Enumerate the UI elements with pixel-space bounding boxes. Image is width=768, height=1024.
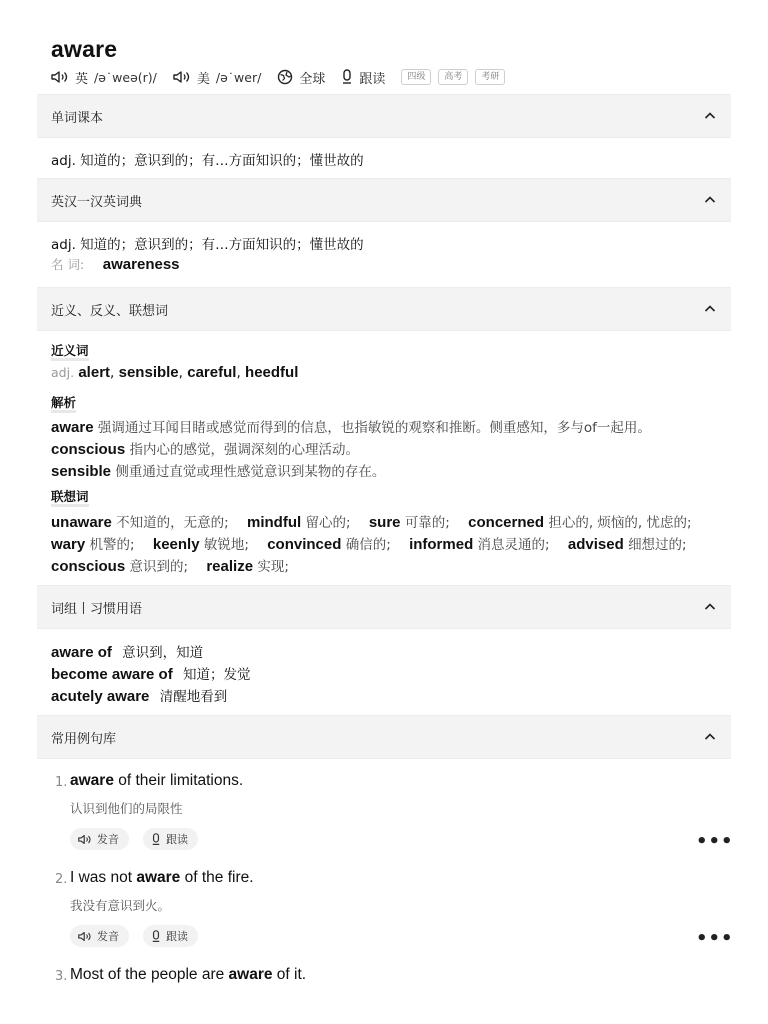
us-label: 美 <box>196 71 210 87</box>
assoc-meaning: 确信的; <box>345 537 391 553</box>
example-keyword: aware <box>228 966 273 983</box>
follow-read-button[interactable] <box>341 68 385 87</box>
phrase-meaning: 意识到，知道 <box>122 645 204 661</box>
noun-form-row <box>51 255 180 273</box>
pill-label: 跟读 <box>166 930 188 943</box>
chevron-up-icon <box>703 600 717 614</box>
synonym-link[interactable]: careful <box>187 364 237 381</box>
assoc-word[interactable]: sure <box>368 514 401 531</box>
assoc-word[interactable]: informed <box>409 536 474 553</box>
assoc-meaning: 机警的; <box>89 537 135 553</box>
assoc-word[interactable]: unaware <box>51 514 112 531</box>
assoc-meaning: 实现; <box>257 559 289 575</box>
example-translation: 认识到他们的局限性 <box>70 801 183 816</box>
ec-definition: adj. 知道的；意识到的；有…方面知识的；懂世故的 <box>51 237 364 253</box>
analysis-row <box>51 460 385 480</box>
speaker-icon <box>173 70 191 84</box>
example-sentence: Most of the people are aware of it. <box>70 966 307 983</box>
follow-label: 跟读 <box>359 71 386 87</box>
section-header-textbook[interactable] <box>37 94 731 138</box>
globe-icon <box>277 69 293 85</box>
tag-cet4: 四级 <box>401 69 431 85</box>
section-header-synonyms[interactable] <box>37 287 731 331</box>
speaker-icon <box>51 70 69 84</box>
example-keyword: aware <box>70 772 114 789</box>
example-pronounce-button[interactable] <box>70 925 129 947</box>
assoc-meaning: 意识到的; <box>129 559 189 575</box>
uk-label: 英 <box>75 71 89 87</box>
noun-label: 名 词: <box>51 257 85 272</box>
phrase-link[interactable]: acutely aware <box>51 688 150 705</box>
section-title: 单词课本 <box>51 110 104 126</box>
assoc-meaning: 留心的; <box>305 515 351 531</box>
assoc-word[interactable]: advised <box>567 536 624 553</box>
assoc-meaning: 担心的, 烦恼的, 忧虑的; <box>548 515 692 531</box>
synonym-link[interactable]: alert <box>78 364 111 381</box>
microphone-icon <box>341 69 353 85</box>
assoc-meaning: 敏锐地; <box>203 537 249 553</box>
synonym-link[interactable]: sensible <box>118 364 179 381</box>
us-pronunciation-button[interactable] <box>173 68 261 87</box>
synonym-link[interactable]: heedful <box>245 364 299 381</box>
phrase-row <box>51 641 203 661</box>
chevron-up-icon <box>703 302 717 316</box>
analysis-word[interactable]: aware <box>51 419 94 436</box>
noun-word-link[interactable]: awareness <box>102 256 180 273</box>
associations-heading: 联想词 <box>51 489 89 507</box>
section-title: 常用例句库 <box>51 731 117 747</box>
pill-label: 发音 <box>97 833 119 846</box>
headword: aware <box>51 36 118 62</box>
assoc-word[interactable]: keenly <box>152 536 200 553</box>
example-translation: 我没有意识到火。 <box>70 898 171 913</box>
assoc-meaning: 消息灵通的; <box>477 537 550 553</box>
phrase-meaning: 清醒地看到 <box>159 689 228 705</box>
pill-label: 发音 <box>97 930 119 943</box>
example-follow-button[interactable] <box>143 828 198 850</box>
assoc-meaning: 不知道的，无意的; <box>116 515 229 531</box>
more-options-icon[interactable]: ••• <box>696 831 734 852</box>
phrase-meaning: 知道；发觉 <box>183 667 251 683</box>
example-number: 2. <box>55 872 68 887</box>
assoc-word[interactable]: wary <box>51 536 86 553</box>
analysis-text: 强调通过耳闻目睹或感觉而得到的信息，也指敏锐的观察和推断。侧重感知，多与of一起用。 <box>97 420 651 436</box>
analysis-row <box>51 438 359 458</box>
phrase-row <box>51 663 251 683</box>
assoc-word[interactable]: realize <box>206 558 254 575</box>
example-follow-button[interactable] <box>143 925 198 947</box>
analysis-row <box>51 416 651 436</box>
syn-pos: adj. <box>51 365 75 380</box>
example-number: 1. <box>55 775 68 790</box>
assoc-word[interactable]: mindful <box>247 514 302 531</box>
assoc-meaning: 可靠的; <box>404 515 450 531</box>
analysis-heading: 解析 <box>51 395 76 413</box>
association-row <box>51 511 692 531</box>
global-label: 全球 <box>299 71 326 87</box>
association-row <box>51 555 289 575</box>
pill-label: 跟读 <box>166 833 188 846</box>
tag-kaoyan: 考研 <box>475 69 505 85</box>
section-title: 英汉一汉英词典 <box>51 194 143 210</box>
uk-pronunciation-button[interactable] <box>51 68 157 87</box>
more-options-icon[interactable]: ••• <box>696 928 734 949</box>
section-header-examples[interactable] <box>37 715 731 759</box>
example-sentence: I was not aware of the fire. <box>70 869 254 886</box>
association-row <box>51 533 687 553</box>
chevron-up-icon <box>703 193 717 207</box>
analysis-word[interactable]: sensible <box>51 463 112 480</box>
phrase-link[interactable]: become aware of <box>51 666 173 683</box>
us-phonetic: /ə˙wer/ <box>215 69 262 85</box>
example-sentence: aware of their limitations. <box>70 772 244 789</box>
section-title: 词组丨习惯用语 <box>51 601 143 617</box>
assoc-meaning: 细想过的; <box>628 537 687 553</box>
assoc-word[interactable]: conscious <box>51 558 126 575</box>
uk-phonetic: /ə˙weə(r)/ <box>94 69 157 85</box>
global-pronunciation-button[interactable] <box>277 68 325 87</box>
microphone-icon <box>151 833 161 846</box>
assoc-word[interactable]: convinced <box>267 536 342 553</box>
analysis-text: 侧重通过直觉或理性感觉意识到某物的存在。 <box>115 464 386 480</box>
chevron-up-icon <box>703 730 717 744</box>
assoc-word[interactable]: concerned <box>468 514 545 531</box>
analysis-word[interactable]: conscious <box>51 441 126 458</box>
example-keyword: aware <box>136 869 181 886</box>
synonyms-heading: 近义词 <box>51 343 89 361</box>
example-number: 3. <box>55 969 68 984</box>
phrase-link[interactable]: aware of <box>51 644 112 661</box>
analysis-text: 指内心的感觉，强调深刻的心理活动。 <box>129 442 359 458</box>
synonyms-row: adj. alert, sensible, careful, heedful <box>51 364 299 381</box>
section-header-ec-dict[interactable] <box>37 178 731 222</box>
textbook-definition: adj. 知道的；意识到的；有…方面知识的；懂世故的 <box>51 153 364 169</box>
example-pronounce-button[interactable] <box>70 828 129 850</box>
speaker-icon <box>78 931 92 942</box>
pronunciation-row <box>51 68 512 86</box>
chevron-up-icon <box>703 109 717 123</box>
microphone-icon <box>151 930 161 943</box>
phrase-row <box>51 685 227 705</box>
tag-gaokao: 高考 <box>438 69 468 85</box>
section-title: 近义、反义、联想词 <box>51 303 169 319</box>
speaker-icon <box>78 834 92 845</box>
section-header-phrases[interactable] <box>37 585 731 629</box>
